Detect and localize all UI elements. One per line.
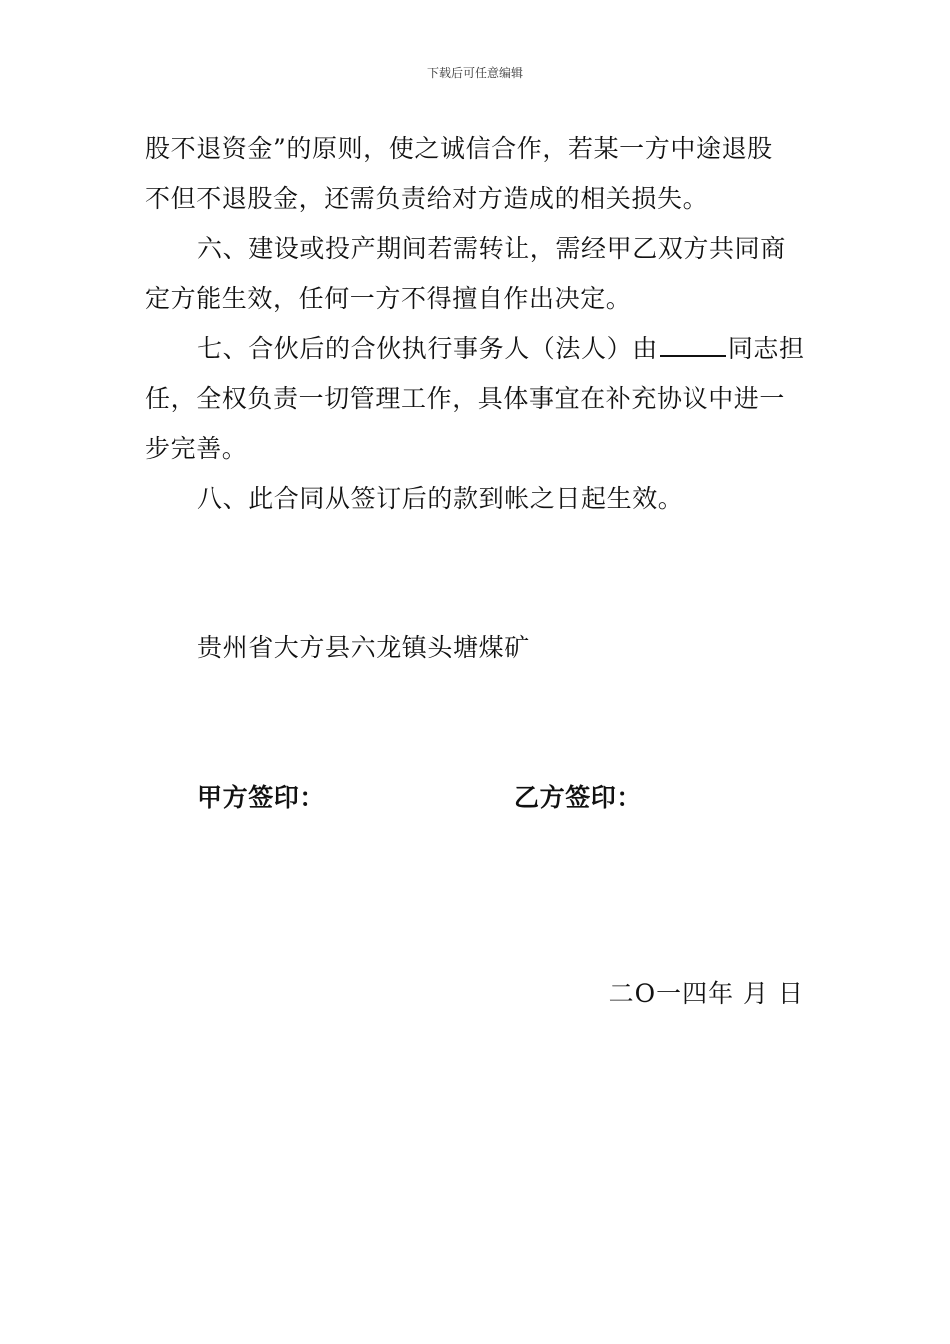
blank-fill-line — [660, 335, 726, 357]
clause-six-line-2: 定方能生效，任何一方不得擅自作出决定。 — [145, 284, 632, 313]
clause-seven-text-before: 七、合伙后的合伙执行事务人（法人）由 — [197, 334, 658, 363]
company-name: 贵州省大方县六龙镇头塘煤矿 — [197, 633, 530, 662]
party-a-signature-label: 甲方签印： — [197, 783, 326, 812]
paragraph-line-2: 不但不退股金，还需负责给对方造成的相关损失。 — [145, 184, 709, 213]
clause-seven-text-after: 同志担 — [727, 334, 805, 363]
page-header-note: 下载后可任意编辑 — [426, 66, 523, 80]
clause-six-line-1: 六、建设或投产期间若需转让，需经甲乙双方共同商 — [197, 234, 786, 263]
signing-date: 二O一四年 月 日 — [608, 979, 804, 1008]
clause-eight-line: 八、此合同从签订后的款到帐之日起生效。 — [197, 484, 684, 513]
clause-seven-line-2: 任，全权负责一切管理工作，具体事宜在补充协议中进一 — [145, 384, 786, 413]
paragraph-line-1: 股不退资金”的原则，使之诚信合作，若某一方中途退股 — [145, 134, 773, 163]
clause-seven-line-3: 步完善。 — [145, 434, 248, 463]
clause-seven-line-1 — [197, 333, 805, 365]
party-b-signature-label: 乙方签印： — [514, 783, 643, 812]
